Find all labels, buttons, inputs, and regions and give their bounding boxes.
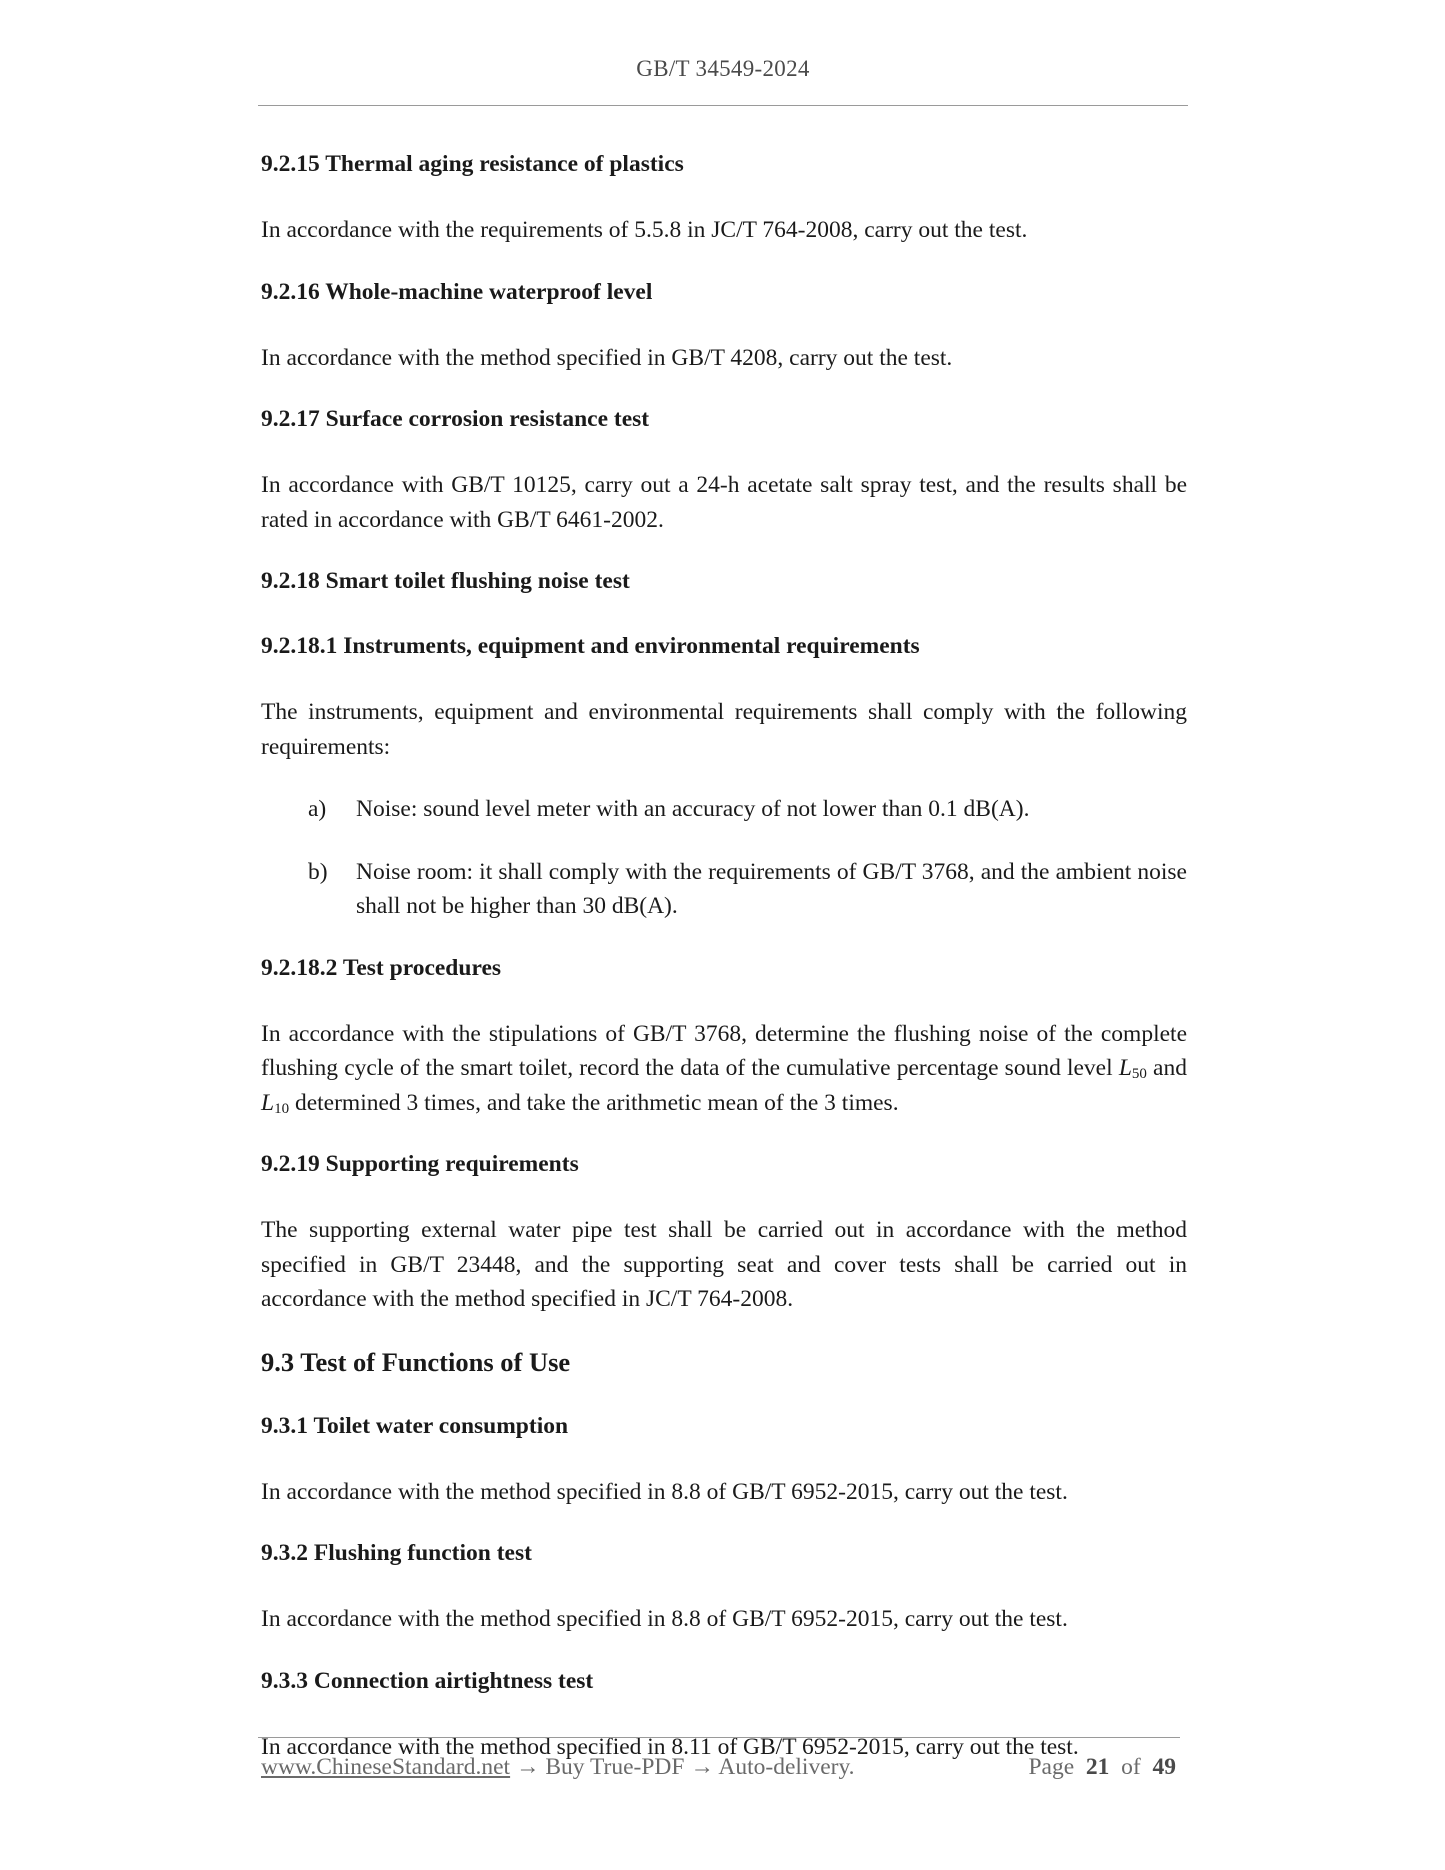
footer-divider: [258, 1737, 1180, 1738]
page-counter: [1028, 1754, 1176, 1781]
total-pages: 49: [1152, 1754, 1176, 1780]
text-segment: In accordance with the stipulations of GB/T 3768, determine the flushing noise of the complete flushing cycle of the smart toilet, record the data of the cumulative percentage sound level: [261, 1020, 1187, 1081]
subscript-50: 50: [1131, 1066, 1147, 1082]
paragraph-9-2-19: The supporting external water pipe test shall be carried out in accordance with the method specified in GB/T 23448, and the supporting seat and cover tests shall be carried out in accordance with the method specified in JC/T 764-2008.: [261, 1217, 1187, 1312]
page-number: 21: [1085, 1754, 1110, 1780]
paragraph-9-2-17: In accordance with GB/T 10125, carry out a 24-h acetate salt spray test, and the results shall be rated in accordance with GB/T 6461-2002.: [261, 472, 1187, 533]
heading-9-2-18-1: 9.2.18.1 Instruments, equipment and environmental requirements: [261, 633, 920, 659]
list-marker: a): [308, 796, 327, 822]
of-label: of: [1121, 1754, 1141, 1780]
list-item-b: [261, 855, 1187, 924]
footer-promo: → Buy True-PDF → Auto-delivery.: [510, 1754, 855, 1780]
list-item-text: Noise room: it shall comply with the requirements of GB/T 3768, and the ambient noise shall not be higher than 30 dB(A).: [356, 858, 1187, 919]
site-link[interactable]: www.ChineseStandard.net: [261, 1754, 511, 1780]
heading-9-2-18: 9.2.18 Smart toilet flushing noise test: [261, 568, 630, 594]
paragraph-9-3-1: In accordance with the method specified in 8.8 of GB/T 6952-2015, carry out the test.: [261, 1478, 1068, 1505]
page-footer: [261, 1754, 1180, 1781]
heading-9-2-18-2: 9.2.18.2 Test procedures: [261, 954, 502, 981]
list-marker: b): [308, 858, 328, 885]
heading-9-3-1: 9.3.1 Toilet water consumption: [261, 1412, 569, 1439]
page-body: [261, 148, 1187, 1792]
text-segment: and: [1146, 1055, 1187, 1081]
subscript-10: 10: [274, 1100, 290, 1117]
symbol-l: L: [1118, 1055, 1132, 1081]
page-label: Page: [1028, 1754, 1075, 1780]
header-divider: [258, 105, 1188, 106]
text-segment: determined 3 times, and take the arithmetic mean of the 3 times.: [289, 1089, 899, 1116]
heading-9-3: 9.3 Test of Functions of Use: [261, 1346, 571, 1377]
paragraph-9-2-18-1: The instruments, equipment and environmental requirements shall comply with the following requirements:: [261, 699, 1187, 760]
heading-9-2-16: 9.2.16 Whole-machine waterproof level: [261, 278, 653, 305]
heading-9-2-15: 9.2.15 Thermal aging resistance of plastics: [261, 151, 684, 177]
paragraph-9-3-2: In accordance with the method specified in 8.8 of GB/T 6952-2015, carry out the test.: [261, 1606, 1068, 1632]
heading-9-3-3: 9.3.3 Connection airtightness test: [261, 1667, 594, 1694]
heading-9-2-17: 9.2.17 Surface corrosion resistance test: [261, 406, 650, 432]
heading-9-2-19: 9.2.19 Supporting requirements: [261, 1151, 579, 1177]
paragraph-9-2-15: In accordance with the requirements of 5.5.8 in JC/T 764-2008, carry out the test.: [261, 217, 1028, 243]
paragraph-9-3-3: In accordance with the method specified in 8.11 of GB/T 6952-2015, carry out the test.: [261, 1733, 1079, 1760]
paragraph-9-2-18-2: [261, 1017, 1187, 1121]
list-item-text: Noise: sound level meter with an accuracy of not lower than 0.1 dB(A).: [356, 796, 1030, 822]
list-item-a: [261, 792, 1187, 827]
document-code-header: GB/T 34549-2024: [636, 56, 810, 81]
paragraph-9-2-16: In accordance with the method specified in GB/T 4208, carry out the test.: [261, 344, 953, 371]
symbol-l: L: [261, 1089, 275, 1116]
heading-9-3-2: 9.3.2 Flushing function test: [261, 1540, 532, 1566]
